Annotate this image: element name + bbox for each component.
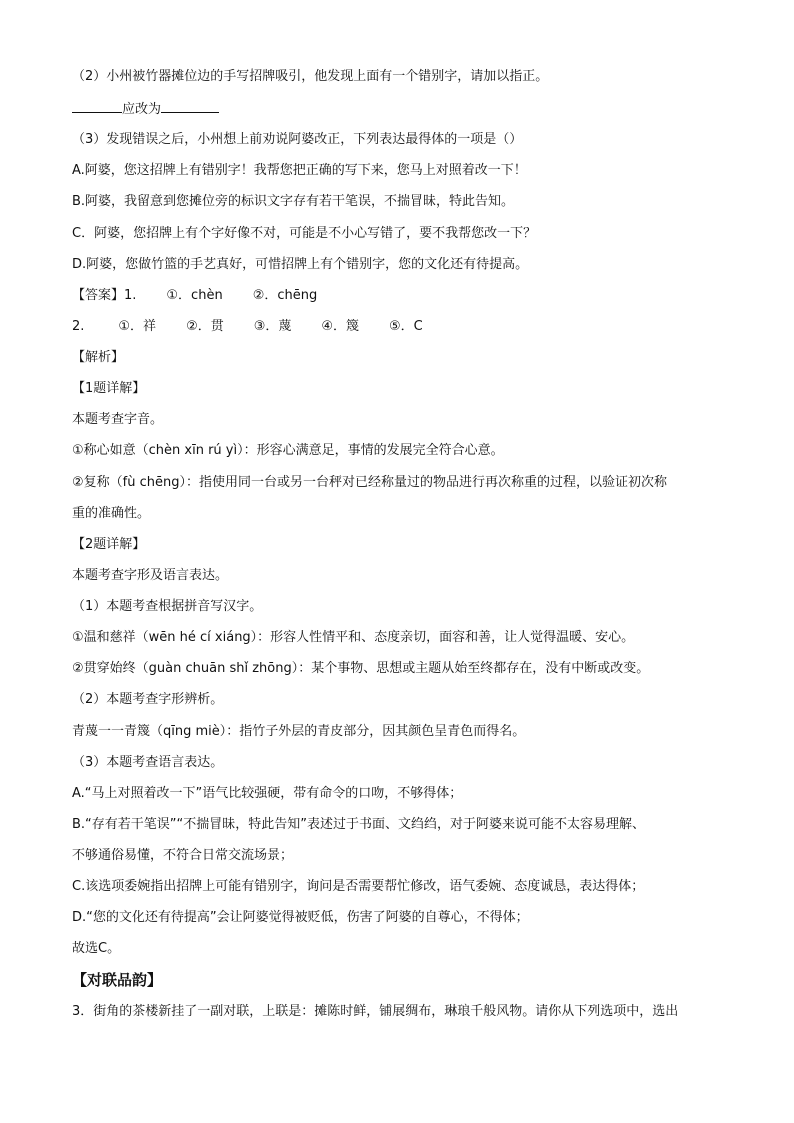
detail-2-item-3: 青蔑一一青篾（qīng miè）：指竹子外层的青皮部分，因其颜色呈青色而得名。: [72, 724, 526, 739]
option-d: D.阿婆，您做竹篮的手艺真好，可惜招牌上有个错别字，您的文化还有待提高。: [72, 257, 529, 272]
section-heading: 【对联品韵】: [72, 971, 163, 989]
detail-1-item-1: ①称心如意（chèn xīn rú yì）：形容心满意足，事情的发展完全符合心意。: [72, 443, 504, 458]
answer-item: ②．chēng: [252, 288, 318, 303]
answer-number: 2.: [72, 319, 85, 334]
detail-2-item-2: ②贯穿始终（guàn chuān shǐ zhōng）：某个事物、思想或主题从始至终都存在，没有中断或改变。: [72, 661, 650, 676]
option-c: C．阿婆，您招牌上有个字好像不对，可能是不小心写错了，要不我帮您改一下？: [72, 226, 537, 241]
answer-item: ④．篾: [321, 319, 360, 334]
q3-intro: （3）发现错误之后，小州想上前劝说阿婆改正，下列表达最得体的一项是（）: [72, 132, 523, 147]
detail-1-item-2: ②复称（fù chēng）：指使用同一台或另一台秤对已经称量过的物品进行再次称重的过程，以验证初次称: [72, 475, 667, 490]
option-b: B.阿婆，我留意到您摊位旁的标识文字存有若干笔误，不揣冒昧，特此告知。: [72, 194, 515, 209]
detail-2-a: A.“马上对照着改一下”语气比较强硬，带有命令的口吻，不够得体；: [72, 786, 463, 801]
detail-2-b-cont: 不够通俗易懂，不符合日常交流场景；: [72, 848, 294, 863]
option-a: A.阿婆，您这招牌上有错别字！我帮您把正确的写下来，您马上对照着改一下！: [72, 163, 527, 178]
detail-2-d: D.“您的文化还有待提高”会让阿婆觉得被贬低，伤害了阿婆的自尊心，不得体；: [72, 910, 529, 925]
detail-2-title: 【2题详解】: [72, 537, 146, 552]
answer-item: ①．祥: [118, 319, 157, 334]
detail-2-pick: 故选C。: [72, 941, 121, 956]
detail-1-item-2-cont: 重的准确性。: [72, 506, 151, 521]
answer-blank[interactable]: [161, 100, 219, 113]
question-3: 3．街角的茶楼新挂了一副对联，上联是：摊陈时鲜，铺展绸布，琳琅千般风物。请你从下列选项中，选出: [72, 1004, 679, 1019]
q2-intro: （2）小州被竹器摊位边的手写招牌吸引，他发现上面有一个错别字，请加以指正。: [72, 69, 549, 84]
detail-1-title: 【1题详解】: [72, 381, 146, 396]
q2-blank-line: [72, 100, 219, 119]
detail-2-sub-3: （3）本题考查语言表达。: [72, 755, 224, 770]
answer-blank[interactable]: [72, 100, 122, 113]
answer-item: ②．贯: [186, 319, 224, 334]
detail-1-topic: 本题考查字音。: [72, 412, 164, 427]
answer-item: ⑤．C: [389, 319, 423, 334]
detail-2-b: B.“存有若干笔误”“不揣冒昧，特此告知”表述过于书面、文绉绉，对于阿婆来说可能不太容易理解、: [72, 817, 645, 832]
answer-line-2: [72, 318, 423, 336]
answer-item: ③．蔑: [253, 319, 292, 334]
detail-2-c: C.该选项委婉指出招牌上可能有错别字，询问是否需要帮忙修改，语气委婉、态度诚恳，表达得体；: [72, 879, 645, 894]
detail-2-sub-1: （1）本题考查根据拼音写汉字。: [72, 599, 263, 614]
detail-2-item-1: ①温和慈祥（wēn hé cí xiáng）：形容人性情平和、态度亲切，面容和善，让人觉得温暖、安心。: [72, 630, 635, 645]
analysis-heading: 【解析】: [72, 350, 125, 365]
detail-2-sub-2: （2）本题考查字形辨析。: [72, 692, 224, 707]
detail-2-topic: 本题考查字形及语言表达。: [72, 568, 229, 583]
answer-label: 【答案】1.: [72, 288, 137, 303]
q2-blank-mid: 应改为: [122, 102, 162, 117]
answer-item: ①．chèn: [166, 288, 223, 303]
answer-line-1: [72, 287, 317, 305]
